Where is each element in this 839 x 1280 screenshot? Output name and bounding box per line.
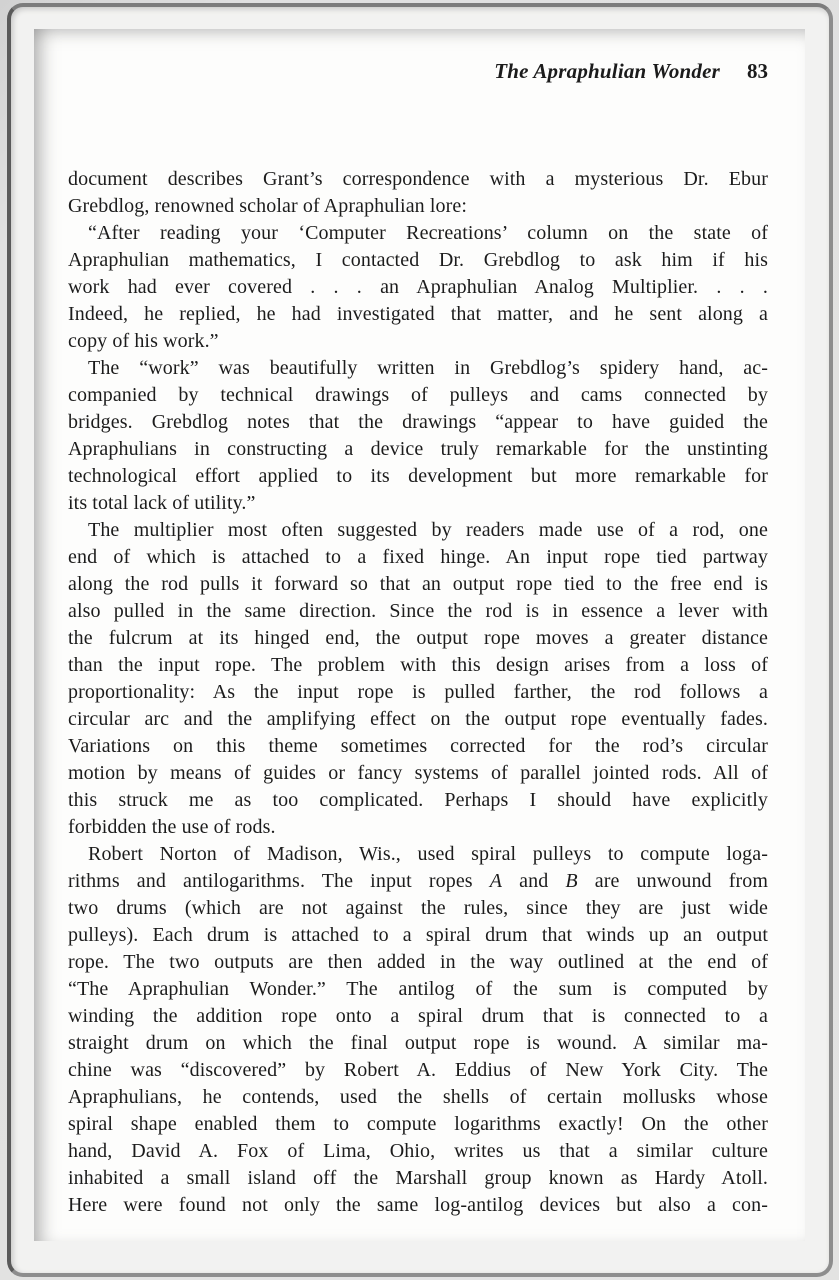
text-line: circular arc and the amplifying effect on the output rope eventually fades. bbox=[68, 708, 768, 730]
text-line: rope. The two outputs are then added in the way outlined at the end of bbox=[68, 951, 768, 973]
text-line: pulleys). Each drum is attached to a spiral drum that winds up an output bbox=[68, 924, 768, 946]
text-line: proportionality: As the input rope is pulled farther, the rod follows a bbox=[68, 681, 768, 703]
page-number: 83 bbox=[747, 59, 768, 83]
text-line: companied by technical drawings of pulleys and cams connected by bbox=[68, 384, 768, 406]
text-line: winding the addition rope onto a spiral drum that is connected to a bbox=[68, 1005, 768, 1027]
body-text bbox=[68, 166, 768, 1219]
text-line: than the input rope. The problem with this design arises from a loss of bbox=[68, 654, 768, 676]
text-line: along the rod pulls it forward so that an output rope tied to the free end is bbox=[68, 573, 768, 595]
text-line: also pulled in the same direction. Since the rod is in essence a lever with bbox=[68, 600, 768, 622]
text-line: bridges. Grebdlog notes that the drawings “appear to have guided the bbox=[68, 411, 768, 433]
text-line: this struck me as too complicated. Perhaps I should have explicitly bbox=[68, 789, 768, 811]
text-line: Robert Norton of Madison, Wis., used spiral pulleys to compute loga- bbox=[88, 843, 768, 865]
text-line: Indeed, he replied, he had investigated that matter, and he sent along a bbox=[68, 303, 768, 325]
text-line: chine was “discovered” by Robert A. Eddius of New York City. The bbox=[68, 1059, 768, 1081]
text-line: Here were found not only the same log-antilog devices but also a con- bbox=[68, 1194, 768, 1216]
text-line: technological effort applied to its development but more remarkable for bbox=[68, 465, 768, 487]
text-line: “After reading your ‘Computer Recreations’ column on the state of bbox=[88, 222, 768, 244]
text-line: the fulcrum at its hinged end, the output rope moves a greater distance bbox=[68, 627, 768, 649]
text-line: motion by means of guides or fancy systems of parallel jointed rods. All of bbox=[68, 762, 768, 784]
book-page bbox=[34, 29, 805, 1241]
text-line: spiral shape enabled them to compute logarithms exactly! On the other bbox=[68, 1113, 768, 1135]
text-line: copy of his work.” bbox=[68, 330, 219, 352]
text-line: “The Apraphulian Wonder.” The antilog of the sum is computed by bbox=[68, 978, 768, 1000]
text-line: two drums (which are not against the rules, since they are just wide bbox=[68, 897, 768, 919]
text-line: Apraphulians, he contends, used the shells of certain mollusks whose bbox=[68, 1086, 768, 1108]
page-header bbox=[68, 59, 768, 84]
text-line: its total lack of utility.” bbox=[68, 492, 256, 514]
text-line: Apraphulians in constructing a device truly remarkable for the unstinting bbox=[68, 438, 768, 460]
text-line: rithms and antilogarithms. The input ropes A and B are unwound from bbox=[68, 870, 768, 892]
text-line: The “work” was beautifully written in Grebdlog’s spidery hand, ac- bbox=[88, 357, 768, 379]
text-line: inhabited a small island off the Marshall group known as Hardy Atoll. bbox=[68, 1167, 768, 1189]
text-line: Apraphulian mathematics, I contacted Dr. Grebdlog to ask him if his bbox=[68, 249, 768, 271]
text-line: Grebdlog, renowned scholar of Apraphulian lore: bbox=[68, 195, 468, 217]
text-line: The multiplier most often suggested by readers made use of a rod, one bbox=[88, 519, 768, 541]
text-line: document describes Grant’s correspondence with a mysterious Dr. Ebur bbox=[68, 168, 768, 190]
text-line: hand, David A. Fox of Lima, Ohio, writes us that a similar culture bbox=[68, 1140, 768, 1162]
text-line: forbidden the use of rods. bbox=[68, 816, 276, 838]
running-title: The Apraphulian Wonder bbox=[494, 59, 720, 83]
text-line: work had ever covered . . . an Apraphulian Analog Multiplier. . . . bbox=[68, 276, 768, 298]
text-line: straight drum on which the final output rope is wound. A similar ma- bbox=[68, 1032, 768, 1054]
text-line: Variations on this theme sometimes corrected for the rod’s circular bbox=[68, 735, 768, 757]
text-line: end of which is attached to a fixed hinge. An input rope tied partway bbox=[68, 546, 768, 568]
